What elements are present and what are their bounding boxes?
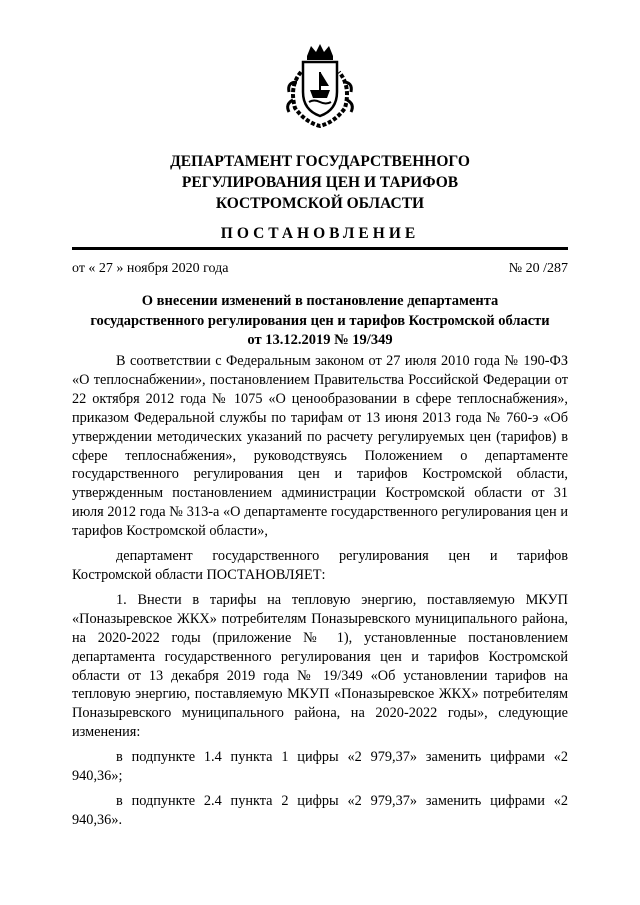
body-paragraph: 1. Внести в тарифы на тепловую энергию, поставляемую МКУП «Поназыревское ЖКХ» потребителям Поназыревского муниципального района, на 2020-2022 годы (приложение № 1), установленные постановлением департамента государственного регулирования цен и тарифов Костромской области от 13 декабря 2019 года № 19/349 «Об установлении тарифов на тепловую энергию, поставляемую МКУП «Поназыревское ЖКХ» потребителям Поназыревского муниципального района, на 2020-2022 годы», следующие изменения: [72,591,568,741]
subject-line: от 13.12.2019 № 19/349 [247,332,393,348]
body-paragraph: в подпункте 1.4 пункта 1 цифры «2 979,37» заменить цифрами «2 940,36»; [72,749,568,785]
body-paragraph: в подпункте 2.4 пункта 2 цифры «2 979,37» заменить цифрами «2 940,36». [72,792,568,828]
document-date: от « 27 » ноября 2020 года [72,261,229,276]
department-title-line: КОСТРОМСКОЙ ОБЛАСТИ [215,195,425,212]
coat-of-arms-icon [283,42,357,128]
document-type: ПОСТАНОВЛЕНИЕ [220,225,420,242]
department-title-line: РЕГУЛИРОВАНИЯ ЦЕН И ТАРИФОВ [181,174,459,191]
department-title [60,151,580,214]
department-title-line: ДЕПАРТАМЕНТ ГОСУДАРСТВЕННОГО [170,153,470,170]
document-subject [80,292,560,351]
subject-line: государственного регулирования цен и тарифов Костромской области [90,312,550,329]
header-divider [72,247,568,250]
document-body [72,352,568,830]
body-paragraph: департамент государственного регулирования цен и тарифов Костромской области ПОСТАНОВЛЯЕТ: [72,548,568,583]
body-paragraph: В соответствии с Федеральным законом от 27 июля 2010 года № 190-ФЗ «О теплоснабжении», постановлением Правительства Российской Федерации от 22 октября 2012 года № 1075 «О ценообразовании в сфере теплоснабжения», приказом Федеральной службы по тарифам от 13 июня 2013 года № 760-э «Об утверждении методических указаний по расчету регулируемых цен (тарифов) в сфере теплоснабжения», руководствуясь Положением о департаменте государственного регулирования цен и тарифов Костромской области, утвержденным постановлением администрации Костромской области от 31 июля 2012 года № 313-а «О департаменте государственного регулирования цен и тарифов Костромской области», [72,353,568,540]
document-number: № 20 /287 [508,261,568,276]
subject-line: О внесении изменений в постановление департамента [141,293,499,309]
